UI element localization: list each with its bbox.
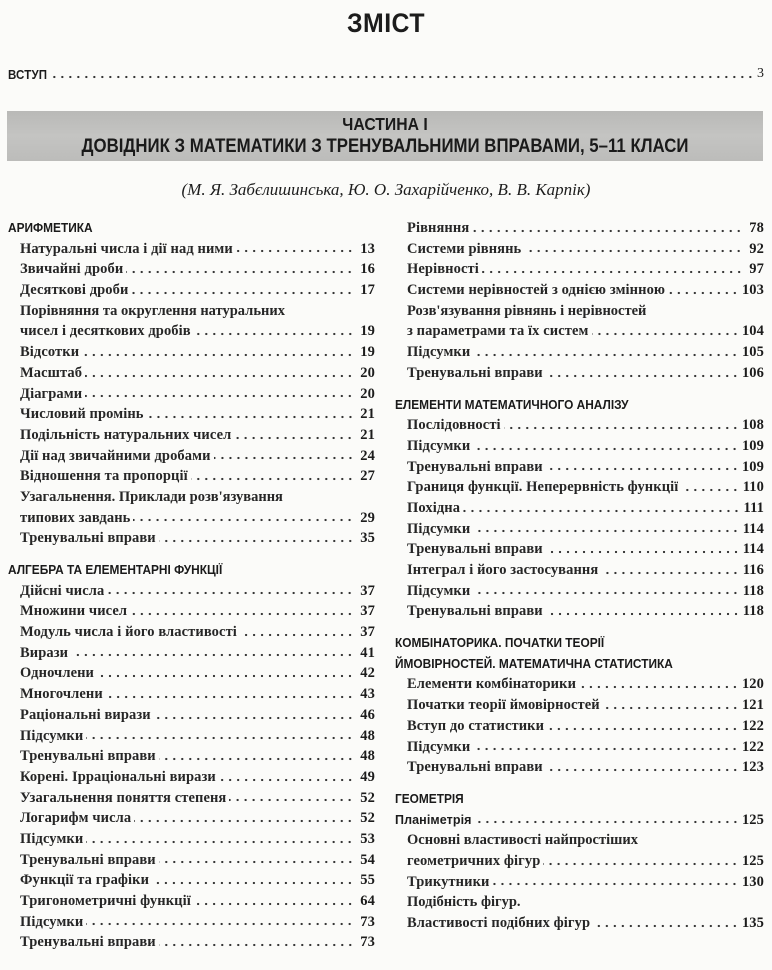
toc-entry[interactable] [395, 321, 764, 342]
toc-entry[interactable] [8, 601, 375, 622]
toc-entry[interactable] [395, 280, 764, 301]
toc-entry-page: 43 [360, 686, 375, 703]
dot-leader [579, 685, 739, 689]
toc-entry[interactable] [395, 581, 764, 602]
toc-entry[interactable] [8, 342, 375, 363]
toc-entry[interactable] [8, 850, 375, 871]
dot-leader [524, 249, 743, 253]
toc-entry-page: 109 [741, 437, 764, 454]
toc-entry-page: 122 [741, 738, 764, 755]
toc-entry[interactable] [395, 851, 764, 872]
toc-entry-title: Системи нерівностей з однією змінною [407, 282, 666, 299]
toc-entry-title: Рівняння [407, 219, 470, 236]
toc-entry-title: Системи рівнянь [407, 240, 522, 257]
toc-entry[interactable] [8, 767, 375, 788]
toc-entry-title-line1[interactable]: Подібність фігур. [407, 894, 521, 911]
section-heading-geometry: ГЕОМЕТРІЯ [395, 791, 464, 806]
toc-entry[interactable] [395, 913, 764, 934]
dot-leader [592, 332, 739, 336]
toc-entry-page: 97 [749, 261, 764, 278]
toc-entry-page: 48 [360, 748, 375, 765]
dot-leader [97, 674, 354, 678]
toc-entry-page: 114 [742, 520, 764, 537]
toc-entry-planimetry[interactable] [395, 810, 764, 831]
toc-entry-title: Тренувальні вправи [20, 934, 156, 951]
toc-entry-page: 19 [360, 344, 375, 361]
toc-entry-title: з параметрами та їх систем [407, 323, 589, 340]
dot-leader [492, 882, 738, 886]
dot-leader [546, 467, 739, 471]
dot-leader [546, 550, 740, 554]
toc-entry-title: Десяткові дроби [20, 282, 129, 299]
toc-entry-page: 29 [360, 509, 375, 526]
dot-leader [86, 840, 354, 844]
toc-entry[interactable] [395, 363, 764, 384]
toc-entry[interactable] [395, 239, 764, 260]
toc-entry-title: Інтеграл і його застосування [407, 562, 599, 578]
toc-entry-page: 27 [360, 468, 375, 485]
toc-entry-title: ВСТУП [8, 68, 48, 82]
dot-leader [159, 757, 354, 761]
toc-entry[interactable] [8, 404, 375, 425]
toc-entry-title: Підсумки [20, 727, 84, 744]
section-heading-combinatorics-line1: КОМБІНАТОРИКА. ПОЧАТКИ ТЕОРІЇ [395, 636, 605, 651]
dot-leader [107, 591, 354, 595]
toc-entry[interactable] [8, 363, 375, 384]
dot-leader [593, 924, 739, 928]
toc-entry-page: 78 [749, 219, 764, 236]
toc-entry[interactable] [8, 726, 375, 747]
toc-entry-title: Тренувальні вправи [407, 541, 543, 558]
toc-entry-page: 125 [741, 811, 764, 828]
dot-leader [126, 270, 354, 274]
dot-leader [154, 716, 354, 720]
toc-entry[interactable] [8, 891, 375, 912]
toc-entry-title: Множини чисел [20, 603, 128, 620]
dot-leader [543, 862, 739, 866]
toc-entry-page: 21 [360, 406, 375, 423]
toc-entry-title: Підсумки [407, 582, 471, 599]
toc-entry[interactable] [395, 477, 764, 498]
toc-entry[interactable] [8, 870, 375, 891]
toc-entry-title: Підсумки [407, 738, 471, 755]
toc-entry[interactable] [8, 788, 375, 809]
toc-entry-page: 21 [360, 426, 375, 443]
toc-entry-title: Діаграми [20, 385, 83, 402]
section-gap [395, 778, 764, 789]
toc-left-column [8, 218, 375, 953]
toc-entry-title: Тренувальні вправи [407, 364, 543, 381]
toc-entry-page: 118 [742, 603, 764, 620]
toc-entry-page: 52 [360, 789, 375, 806]
dot-leader [473, 591, 739, 595]
dot-leader [546, 374, 739, 378]
section-gap [8, 549, 375, 560]
toc-entry-page: 48 [360, 727, 375, 744]
dot-leader [472, 229, 743, 233]
toc-entry-title: Підсумки [20, 913, 84, 930]
toc-entry-title: геометричних фігур [407, 852, 541, 869]
toc-entry-title-line1[interactable]: Узагальнення. Приклади розв'язування [20, 488, 283, 505]
dot-leader [236, 249, 354, 253]
toc-entry-title: Планіметрія [395, 812, 472, 827]
toc-entry[interactable] [8, 808, 375, 829]
toc-entry-title: Одночлени [20, 665, 95, 682]
toc-entry[interactable] [395, 218, 764, 239]
dot-leader [219, 778, 354, 782]
dot-leader [134, 819, 354, 823]
toc-entry-page: 92 [749, 240, 764, 257]
toc-entry-title: Звичайні дроби [20, 261, 124, 278]
toc-entry-page: 114 [742, 541, 764, 558]
toc-entry-title: Границя функції. Неперервність функції [407, 479, 679, 496]
toc-entry-page: 125 [741, 852, 764, 869]
dot-leader [681, 488, 739, 492]
toc-entry-title: Елементи комбінаторики [407, 676, 577, 693]
dot-leader [147, 415, 354, 419]
toc-entry-page: 111 [743, 499, 764, 516]
toc-entry-title: Числовий промінь [20, 406, 144, 423]
toc-entry-page: 24 [360, 447, 375, 464]
toc-entry-title-line1[interactable]: Порівняння та округлення натуральних [20, 302, 285, 319]
dot-leader [159, 539, 354, 543]
toc-entry-title: Натуральні числа і дії над ними [20, 240, 233, 257]
toc-entry-title: чисел і десяткових дробів [20, 323, 191, 340]
toc-entry-page: 109 [741, 458, 764, 475]
toc-entry[interactable] [8, 528, 375, 549]
toc-entry-title: Тренувальні вправи [407, 458, 543, 475]
toc-entry-page: 118 [742, 582, 764, 599]
toc-entry[interactable] [8, 581, 375, 602]
dot-leader [482, 270, 743, 274]
dot-leader [191, 477, 354, 481]
toc-entry[interactable] [395, 342, 764, 363]
toc-entry-page: 41 [360, 644, 375, 661]
toc-entry-page: 130 [741, 873, 764, 890]
dot-leader [234, 436, 354, 440]
toc-entry-page: 122 [741, 717, 764, 734]
dot-leader [504, 426, 739, 430]
toc-entry-title: Підсумки [407, 344, 471, 361]
dot-leader [546, 768, 739, 772]
toc-entry[interactable] [395, 674, 764, 695]
toc-entry[interactable] [8, 829, 375, 850]
page-title: ЗМІСТ [347, 8, 425, 38]
toc-entry-page: 135 [741, 915, 764, 932]
dot-leader [475, 820, 739, 824]
dot-leader [463, 509, 740, 513]
toc-entry-page: 37 [360, 582, 375, 599]
toc-entry-page: 52 [360, 810, 375, 827]
toc-entry[interactable] [8, 663, 375, 684]
dot-leader [214, 456, 354, 460]
toc-entry-page: 116 [742, 562, 764, 578]
toc-entry-intro[interactable] [8, 62, 764, 82]
toc-entry-page: 120 [741, 676, 764, 693]
dot-leader [603, 706, 739, 710]
dot-leader [159, 860, 354, 864]
toc-entry-page: 37 [360, 624, 375, 641]
toc-entry[interactable] [8, 932, 375, 953]
toc-entry-page: 53 [360, 830, 375, 847]
toc-entry-title-line1[interactable]: Основні властивості найпростіших [407, 832, 638, 849]
toc-entry[interactable] [8, 912, 375, 933]
dot-leader [86, 736, 354, 740]
toc-entry-title: Властивості подібних фігур [407, 915, 591, 932]
toc-entry[interactable] [8, 239, 375, 260]
toc-entry-title: Трикутники [407, 873, 490, 890]
dot-leader [194, 332, 354, 336]
toc-entry-page: 20 [360, 385, 375, 402]
dot-leader [159, 943, 354, 947]
part-number: ЧАСТИНА І [342, 114, 428, 134]
dot-leader [546, 612, 740, 616]
dot-leader [194, 902, 354, 906]
dot-leader [473, 447, 739, 451]
toc-entry-title: Послідовності [407, 417, 501, 434]
toc-entry[interactable] [395, 415, 764, 436]
dot-leader [601, 571, 739, 575]
dot-leader [152, 881, 354, 885]
toc-entry[interactable] [8, 643, 375, 664]
toc-entry-title-line1[interactable]: Розв'язування рівнянь і нерівностей [407, 302, 647, 319]
toc-entry-page: 54 [360, 851, 375, 868]
toc-entry-title: Нерівності [407, 261, 479, 278]
toc-entry-title: Раціональні вирази [20, 706, 151, 723]
dot-leader [82, 353, 354, 357]
toc-entry-page: 46 [360, 706, 375, 723]
toc-entry-title: Модуль числа і його властивості [20, 624, 237, 641]
toc-entry-title: Тренувальні вправи [407, 603, 543, 620]
toc-right-column [395, 218, 764, 934]
section-heading-calculus: ЕЛЕМЕНТИ МАТЕМАТИЧНОГО АНАЛІЗУ [395, 397, 629, 412]
toc-entry[interactable] [395, 259, 764, 280]
dot-leader [85, 374, 354, 378]
toc-entry[interactable] [8, 425, 375, 446]
dot-leader [71, 653, 354, 657]
toc-entry-page: 42 [360, 665, 375, 682]
toc-entry-title: Відсотки [20, 344, 80, 361]
toc-entry[interactable] [8, 466, 375, 487]
toc-entry[interactable] [395, 498, 764, 519]
dot-leader [85, 394, 354, 398]
toc-entry-page: 73 [360, 913, 375, 930]
section-heading-arithmetic: АРИФМЕТИКА [8, 221, 93, 235]
toc-entry-page: 37 [360, 603, 375, 620]
toc-entry-title: Дійсні числа [20, 582, 105, 599]
dot-leader [130, 612, 354, 616]
toc-entry[interactable] [395, 757, 764, 778]
toc-entry-page: 104 [741, 323, 764, 340]
toc-entry-page: 106 [741, 364, 764, 381]
toc-entry[interactable] [395, 560, 764, 581]
toc-entry-title: Підсумки [20, 830, 84, 847]
toc-entry-title: Тренувальні вправи [20, 748, 156, 765]
dot-leader [229, 798, 354, 802]
dot-leader [547, 727, 739, 731]
toc-entry-page: 17 [360, 282, 375, 299]
toc-entry-page: 108 [741, 417, 764, 434]
toc-entry-page: 64 [360, 893, 375, 910]
dot-leader [131, 291, 354, 295]
toc-entry-page: 3 [757, 66, 764, 81]
toc-entry-page: 121 [741, 697, 764, 714]
dot-leader [473, 529, 739, 533]
part-banner [7, 111, 763, 161]
toc-entry[interactable] [8, 622, 375, 643]
toc-entry[interactable] [395, 695, 764, 716]
toc-entry-title: Логарифм числа [20, 810, 132, 827]
toc-entry-title: Підсумки [407, 437, 471, 454]
toc-entry-title: Подільність натуральних чисел [20, 426, 232, 443]
toc-entry-page: 19 [360, 323, 375, 340]
toc-entry[interactable] [8, 321, 375, 342]
toc-entry-page: 110 [742, 479, 764, 496]
toc-entry[interactable] [395, 737, 764, 758]
toc-entry-page: 16 [360, 261, 375, 278]
section-gap [395, 622, 764, 633]
toc-entry-title: Масштаб [20, 364, 83, 381]
toc-entry[interactable] [395, 601, 764, 622]
toc-entry-page: 13 [360, 240, 375, 257]
toc-entry[interactable] [395, 716, 764, 737]
toc-entry-title: Початки теорії ймовірностей [407, 697, 600, 714]
toc-entry-title: Підсумки [407, 520, 471, 537]
toc-entry-title: Тренувальні вправи [407, 759, 543, 776]
dot-leader [473, 353, 739, 357]
toc-entry[interactable] [395, 872, 764, 893]
toc-entry-page: 103 [741, 282, 764, 299]
section-heading-algebra: АЛГЕБРА ТА ЕЛЕМЕНТАРНІ ФУНКЦІЇ [8, 563, 223, 578]
section-gap [395, 384, 764, 395]
toc-entry[interactable] [395, 436, 764, 457]
toc-entry-page: 123 [741, 759, 764, 776]
toc-entry[interactable] [395, 519, 764, 540]
toc-entry-title: Узагальнення поняття степеня [20, 789, 227, 806]
toc-entry-title: Відношення та пропорції [20, 468, 188, 485]
toc-entry[interactable] [8, 684, 375, 705]
toc-entry-title: Тренувальні вправи [20, 530, 156, 547]
dot-leader [668, 291, 739, 295]
toc-entry-title: Многочлени [20, 686, 103, 703]
toc-entry[interactable] [8, 280, 375, 301]
toc-entry[interactable] [8, 384, 375, 405]
toc-entry-title: Похідна [407, 499, 461, 516]
toc-entry-page: 20 [360, 364, 375, 381]
toc-entry-page: 49 [360, 768, 375, 785]
toc-entry-page: 55 [360, 872, 375, 889]
toc-entry[interactable] [8, 446, 375, 467]
dot-leader [473, 747, 739, 751]
toc-entry[interactable] [395, 457, 764, 478]
toc-entry-page: 73 [360, 934, 375, 951]
section-heading-combinatorics-line2: ЙМОВІРНОСТЕЙ. МАТЕМАТИЧНА СТАТИСТИКА [395, 656, 673, 671]
toc-entry[interactable] [8, 508, 375, 529]
toc-entry[interactable] [395, 539, 764, 560]
dot-leader [240, 633, 354, 637]
toc-entry[interactable] [8, 746, 375, 767]
part-authors: (М. Я. Забєлишинська, Ю. О. Захарійченко, В. В. Карпік) [181, 180, 591, 199]
toc-entry[interactable] [8, 259, 375, 280]
toc-entry-page: 105 [741, 344, 764, 361]
toc-entry-title: Вступ до статистики [407, 717, 545, 734]
dot-leader [106, 695, 354, 699]
toc-entry-title: Тренувальні вправи [20, 851, 156, 868]
toc-entry-title: Тригонометричні функції [20, 893, 191, 910]
part-title: ДОВІДНИК З МАТЕМАТИКИ З ТРЕНУВАЛЬНИМИ ВПРАВАМИ, 5–11 КЛАСИ [81, 136, 689, 157]
toc-entry[interactable] [8, 705, 375, 726]
dot-leader [133, 518, 354, 522]
dot-leader [86, 922, 354, 926]
toc-entry-title: типових завдань [20, 509, 131, 526]
toc-entry-title: Функції та графіки [20, 872, 150, 889]
dot-leader [50, 75, 754, 79]
toc-entry-title: Корені. Ірраціональні вирази [20, 768, 216, 785]
toc-entry-page: 35 [360, 530, 375, 547]
toc-entry-title: Вирази [20, 644, 69, 661]
toc-entry-title: Дії над звичайними дробами [20, 447, 211, 464]
